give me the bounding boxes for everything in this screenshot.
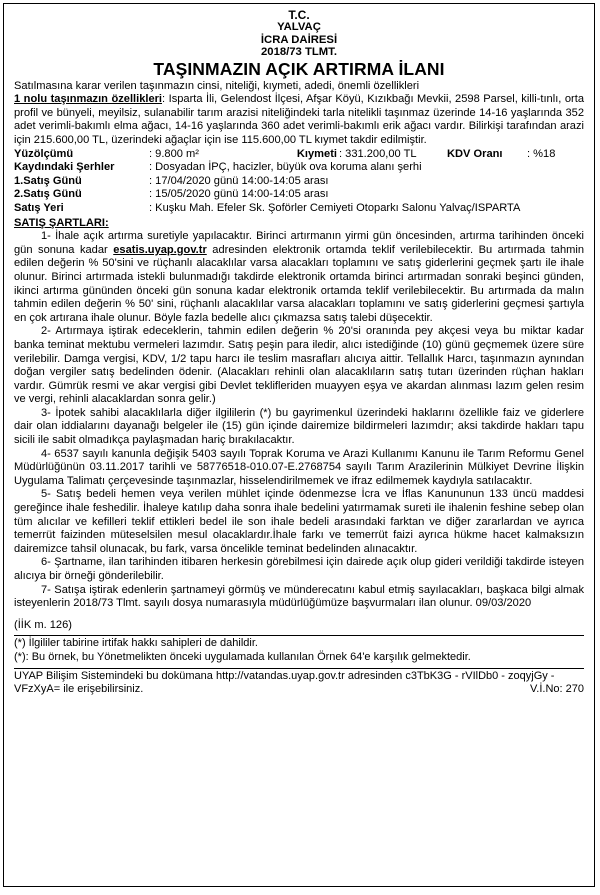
value-label: Kıymeti <box>296 147 337 160</box>
notice-header <box>14 9 584 59</box>
details-row-sale2 <box>14 188 584 202</box>
condition-6: 6- Şartname, ilan tarihinden itibaren herkesin görebilmesi için dairede açık olup gideri verildiği takdirde isteyen alıcıya bir örneği gönderilebilir. <box>14 556 584 582</box>
details-row-area <box>14 148 584 162</box>
footnote-1: (*) İlgililer tabirine irtifak hakkı sahipleri de dahildir. <box>14 637 258 650</box>
area-value: : 9.800 m² <box>149 147 199 160</box>
details-row-place <box>14 202 584 216</box>
condition-1 <box>14 230 584 325</box>
condition-2: 2- Artırmaya iştirak edeceklerin, tahmin edilen değerin % 20'si oranında pey akçesi veya bu miktar kadar banka teminat mektubu vermeleri lazımdır. Satış peşin para iledir, alıcı istediğinde (10) günü geçmemek üzere süre verilebilir. Damga vergisi, KDV, 1/2 tapu harcı ile teslim masrafları alıcıya aittir. Tellallık Harcı, taşınmazın aynından doğan vergiler satış bedelinden ödenir. (Alacakları rehinli olan alacaklıların satış tutarı üzerinden rüçhan hakları vardır. Gümrük resmi ve akar vergisi gibi Devlet teklifleriden muayyen eşya ve akardan alınması lazım gelen resim ve vergi, rehinli alacaklardan sonra gelir.) <box>14 325 584 406</box>
place-label: Satış Yeri <box>14 201 64 214</box>
area-label: Yüzölçümü <box>14 147 74 160</box>
header-city: YALVAÇ <box>277 21 321 34</box>
footer-divider-2 <box>14 668 584 669</box>
footnote-2: (*): Bu örnek, bu Yönetmelikten önceki uygulamada kullanılan Örnek 64'e karşılık gelmektedir. <box>14 650 471 663</box>
value-value: : 331.200,00 TL <box>339 147 417 160</box>
sale1-value: : 17/04/2020 günü 14:00-14:05 arası <box>149 174 329 187</box>
notice-title: TAŞINMAZIN AÇIK ARTIRMA İLANI <box>153 58 445 79</box>
encumbrance-value: : Dosyadan İPÇ, hacizler, büyük ova koruma alanı şerhi <box>149 161 422 174</box>
vi-number: V.İ.No: 270 <box>526 683 584 697</box>
kdv-label: KDV Oranı <box>447 147 503 160</box>
uyap-text: UYAP Bilişim Sistemindeki bu dokümana http://vatandas.uyap.gov.tr adresinden c3TbK3G - rVIlDb0 - zoqyjGy - VFzXyA= ile erişebilirsiniz. <box>14 669 555 696</box>
details-row-encumbrance <box>14 161 584 175</box>
condition-4: 4- 6537 sayılı kanunla değişik 5403 sayılı Toprak Koruma ve Arazi Kullanımı Kanunu ile Tarım Reformu Genel Müdürlüğünün 03.11.2017 tarihli ve 58776518-010.07-E.2768754 sayılı Tarım Arazilerinin Mülkiyet Devrine İlişkin Uygulama Talimatı çerçevesinde taşınmazlar, hisselendirilmemek ve ifraz edilmemek kaydıyla satılacaktır. <box>14 447 584 487</box>
property-description <box>14 93 584 147</box>
details-row-sale1 <box>14 175 584 189</box>
sale2-label: 2.Satış Günü <box>14 188 82 201</box>
sale1-label: 1.Satış Günü <box>14 174 82 187</box>
header-tc: T.C. <box>288 8 310 22</box>
sale2-value: : 15/05/2020 günü 14:00-14:05 arası <box>149 188 329 201</box>
esatis-link[interactable]: esatis.uyap.gov.tr <box>113 243 207 256</box>
condition-1-text-a: 1- İhale açık artırma suretiyle yapılacaktır. Birinci artırmanın yirmi gün öncesinden, artırma tarihinden önceki gün sonuna kadar <box>14 230 584 256</box>
property-label: 1 nolu taşınmazın özellikleri <box>14 93 163 106</box>
condition-7: 7- Satışa iştirak edenlerin şartnameyi görmüş ve münderecatını kabul etmiş sayılacakları, başkaca bilgi almak isteyenlerin 2018/73 Tlmt. sayılı dosya numarasıyla müdürlüğümüze başvurmaları ilan olunur. 09/03/2020 <box>14 583 584 610</box>
condition-5: 5- Satış bedeli hemen veya verilen mühlet içinde ödenmezse İcra ve İflas Kanununun 133 üncü maddesi gereğince ihale feshedilir. İhaleye katılıp daha sonra ihale bedelini yatırmamak sureti ile ihalenin feshine sebep olan tüm alıcılar ve kefilleri teklif ettikleri bedel ile son ihale bedeli arasındaki farktan ve diğer zararlardan ve ayrıca temerrüt faizinden müteselsilen mesul olacaklardır.İhale farkı ve temerrüt faizi ayrıca hükme hacet kalmaksızın dairemizce tahsil olunacak, bu fark, varsa öncelikle teminat bedelinden alınacaktır. <box>14 488 584 555</box>
auction-notice <box>3 3 595 887</box>
legal-reference: (İİK m. 126) <box>14 618 72 631</box>
header-office: İCRA DAİRESİ <box>260 33 338 46</box>
header-case-no: 2018/73 TLMT. <box>261 46 337 59</box>
intro-text: Satılmasına karar verilen taşınmazın cinsi, niteliği, kıymeti, adedi, önemli özellikleri <box>14 79 420 92</box>
condition-1-text-b: adresinden elektronik ortamda teklif verilebilecektir. Bu artırmada tahmin edilen değerin % 50'sini ve rüçhanlı alacaklılar varsa alacakları toplamını ve satış giderlerini geçmek şartı ile ihale olunur. Birinci artırmada istekli bulunmadığı takdirde elektronik ortamda birinci artırmadan sonraki beşinci günden, ikinci artırma gününden önceki gün sonuna kadar elektronik ortamda teklif verilebilecektir. Bu artırmada da malın tahmin edilen değerin % 50' sini, rüçhanlı alacaklılar varsa alacakları toplamını ve satış giderlerini geçmesi şartıyla en çok artırana ihale olunur. Böyle fazla bedelle alıcı çıkmazsa satış talebi düşecektir. <box>14 243 584 324</box>
place-value: : Kuşku Mah. Efeler Sk. Şoförler Cemiyeti Otoparkı Salonu Yalvaç/ISPARTA <box>149 201 521 214</box>
property-text: : Isparta İli, Gelendost İlçesi, Afşar Köyü, Kızıkbağı Mevkii, 2598 Parsel, killi-tınlı, orta profil ve bünyeli, meyilsiz, sulanabilir tarım arazisi niteliğindeki tarla nitelikli taşınmaz üzerinde 14-16 yaşlarında 352 adet verimli-bakımlı elma ağacı, 14-16 yaşlarında 360 adet verimli-bakımlı erik ağacı vardır. Bilirkişi tarafından arazi için 215.600,00 TL, üzerindeki ağaçlar için ise 115.600,00 TL kıymet takdir edilmiştir. <box>14 93 584 146</box>
uyap-access-note <box>14 670 584 697</box>
encumbrance-label: Kaydındaki Şerhler <box>14 161 115 174</box>
condition-3: 3- İpotek sahibi alacaklılarla diğer ilgililerin (*) bu gayrimenkul üzerindeki haklarını özellikle faiz ve giderlere dair olan iddialarını dayanağı belgeler ile (15) gün içinde dairemize bildirmeleri lazımdır; aksi takdirde hakları tapu sicili ile sabit olmadıkça paylaşmadan hariç bırakılacaktır. <box>14 406 584 447</box>
kdv-value: : %18 <box>527 147 556 160</box>
conditions-heading: SATIŞ ŞARTLARI: <box>14 216 109 229</box>
property-details-table <box>14 148 584 216</box>
